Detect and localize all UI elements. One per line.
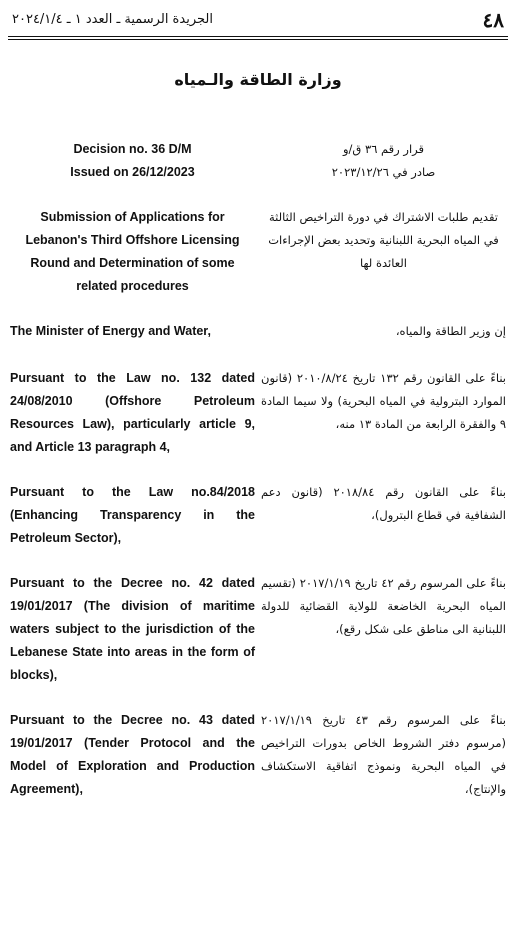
header-rule-bottom bbox=[8, 39, 508, 40]
minister-ar: إن وزير الطاقة والمياه، bbox=[395, 324, 506, 338]
clause-1-en: Pursuant to the Law no. 132 dated 24/08/2010 (Offshore Petroleum Resources Law), particularly article 9, and Article 13 paragraph 4, bbox=[10, 371, 255, 454]
clause-3-ar: بناءً على المرسوم رقم ٤٢ تاريخ ٢٠١٧/١/١٩ (تقسيم المياه البحرية الخاضعة للولاية القضائية للدولة اللبنانية الى مناطق على شكل رقع)، bbox=[261, 576, 506, 636]
ministry-title: وزارة الطاقة والـمياه bbox=[174, 70, 342, 89]
subject-en: Submission of Applications for Lebanon's Third Offshore Licensing Round and Determination of some related procedures bbox=[25, 210, 240, 293]
clause-2-en: Pursuant to the Law no.84/2018 (Enhancing Transparency in the Petroleum Sector), bbox=[10, 485, 255, 545]
clause-2-ar: بناءً على القانون رقم ٢٠١٨/٨٤ (قانون دعم الشفافية في قطاع البترول)، bbox=[261, 485, 506, 522]
subject-ar: تقديم طلبات الاشتراك في دورة التراخيص الثالثة في المياه البحرية اللبنانية وتحديد بعض الإجراءات العائدة لها bbox=[268, 210, 499, 270]
header-rule-top bbox=[8, 36, 508, 37]
clause-3-en: Pursuant to the Decree no. 42 dated 19/01/2017 (The division of maritime waters subject to the jurisdiction of the Lebanese State into areas in the form of blocks), bbox=[10, 576, 255, 682]
decision-date-ar: صادر في ٢٠٢٣/١٢/٢٦ bbox=[331, 165, 436, 179]
minister-en: The Minister of Energy and Water, bbox=[10, 324, 211, 338]
page-number: ٤٨ bbox=[482, 8, 504, 32]
decision-number-en: Decision no. 36 D/M bbox=[73, 142, 192, 156]
publication-title: الجريدة الرسمية ـ العدد ١ ـ ٢٠٢٤/١/٤ bbox=[12, 12, 213, 27]
clause-4-ar: بناءً على المرسوم رقم ٤٣ تاريخ ٢٠١٧/١/١٩ (مرسوم دفتر الشروط الخاص بدورات التراخيص في المياه البحرية ونموذج اتفاقية الاستكشاف والإنتاج)، bbox=[261, 713, 506, 796]
clause-1-ar: بناءً على القانون رقم ١٣٢ تاريخ ٢٠١٠/٨/٢٤ (قانون الموارد البترولية في المياه البحرية) ولا سيما المادة ٩ والفقرة الرابعة من المادة ١٣ منه، bbox=[261, 371, 506, 431]
clause-4-en: Pursuant to the Decree no. 43 dated 19/01/2017 (Tender Protocol and the Model of Exploration and Production Agreement), bbox=[10, 713, 255, 796]
page-header bbox=[8, 8, 508, 34]
decision-ar bbox=[261, 138, 506, 184]
decision-en bbox=[10, 138, 255, 184]
decision-number-ar: قرار رقم ٣٦ ق/و bbox=[343, 142, 424, 156]
decision-date-en: Issued on 26/12/2023 bbox=[70, 165, 195, 179]
